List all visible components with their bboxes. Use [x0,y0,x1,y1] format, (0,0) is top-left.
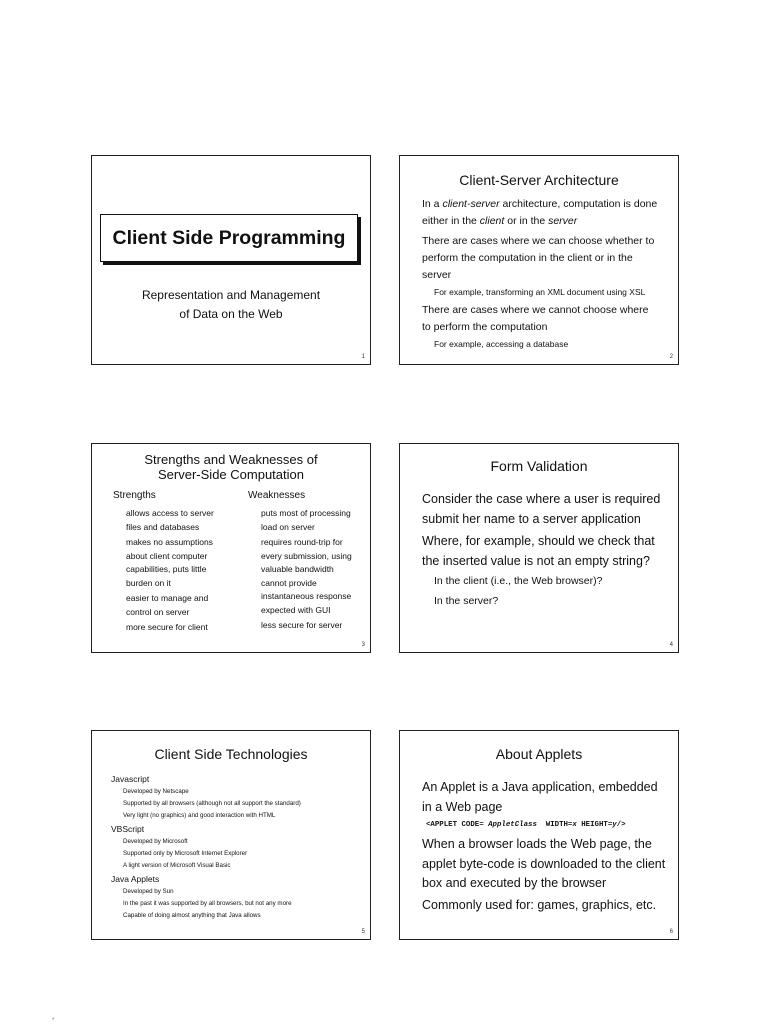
slide-2-title: Client-Server Architecture [459,172,619,188]
slide-2 [399,155,679,365]
weakness-line: load on server [261,521,315,532]
strengths-header: Strengths [113,490,156,501]
paragraph-3: Commonly used for: games, graphics, etc. [422,897,657,912]
corner-mark: * [52,1018,55,1024]
slide-2-body [422,196,678,352]
paragraph-2-line-1: There are cases where we can choose whether to [422,235,655,247]
page-number: 2 [669,354,673,360]
page-number: 1 [361,354,365,360]
weakness-line: every submission, using [261,550,352,561]
paragraph-2-line-1: Where, for example, should we check that [422,534,655,548]
tech-java-applets: Java Applets [111,874,160,884]
subtitle-line-2: of Data on the Web [179,307,283,321]
strength-line: more secure for client [126,622,208,632]
applet-code-snippet: <APPLET CODE= AppletClass WIDTH=x HEIGHT=y/> [426,821,626,829]
tech-javascript: Javascript [111,774,150,784]
strength-line: about client computer [126,550,208,561]
paragraph-2-line-3: server [422,269,452,281]
paragraph-1-line-2: in a Web page [422,799,503,814]
weakness-line: puts most of processing [261,508,351,518]
page-number: 3 [361,642,365,648]
paragraph-3-line-1: There are cases where we cannot choose where [422,304,649,316]
page-number: 4 [669,642,673,648]
slide-4-body [422,489,678,611]
weakness-line: valuable bandwidth [261,564,334,574]
tech-detail: In the past it was supported by all browsers, but not any more [123,900,292,907]
weakness-line: less secure for server [261,620,343,630]
tech-detail: A light version of Microsoft Visual Basic [123,862,231,869]
slide-1 [91,155,371,365]
strength-line: allows access to server [126,508,214,518]
slide-5-body [111,772,369,922]
page-number: 6 [669,929,673,935]
slide-6 [399,730,679,940]
paragraph-2-line-2: perform the computation in the client or in the [422,252,633,264]
slide-6-title: About Applets [495,746,583,762]
strengths-list [126,507,214,635]
weaknesses-header: Weaknesses [248,490,306,501]
paragraph-2-line-1: When a browser loads the Web page, the [422,837,652,851]
paragraph-1-line-1: Consider the case where a user is required [422,492,661,506]
slide-4-title: Form Validation [490,458,588,474]
slide-3-title [92,452,370,482]
strength-line: control on server [126,606,190,617]
tech-detail: Supported by all browsers (although not all support the standard) [123,800,301,807]
paragraph-2-line-2: applet byte-code is downloaded to the client [422,856,666,871]
strength-line: files and databases [126,521,200,532]
weaknesses-list [261,507,352,633]
sub-item-client: In the client (i.e., the Web browser)? [434,575,603,587]
paragraph-1-line-1: In a client-server architecture, computation is done [422,198,658,210]
paragraph-1-line-2: submit her name to a server application [422,512,641,526]
page-number: 5 [361,929,365,935]
strength-line: capabilities, puts little [126,564,207,574]
weakness-line: expected with GUI [261,604,331,615]
paragraph-1-line-1: An Applet is a Java application, embedded [422,780,658,794]
slide-5-title: Client Side Technologies [154,746,308,762]
tech-detail: Developed by Microsoft [123,838,188,845]
tech-detail: Supported only by Microsoft Internet Explorer [123,850,248,857]
title-line-2: Server-Side Computation [158,467,304,482]
slide-4 [399,443,679,653]
strength-line: easier to manage and [126,593,209,603]
strength-line: burden on it [126,577,171,588]
paragraph-3-line-2: to perform the computation [422,321,548,333]
strength-line: makes no assumptions [126,537,213,547]
slide-5 [91,730,371,940]
slide-1-subtitle [92,286,370,324]
weakness-line: cannot provide [261,577,317,588]
weakness-line: requires round-trip for [261,537,343,547]
slide-1-title: Client Side Programming [100,214,358,262]
title-line-1: Strengths and Weaknesses of [144,452,318,467]
sub-item-server: In the server? [434,595,499,607]
paragraph-2-line-3: box and executed by the browser [422,876,607,890]
tech-detail: Developed by Netscape [123,788,189,795]
weakness-line: instantaneous response [261,591,352,601]
tech-vbscript: VBScript [111,824,145,834]
paragraph-1-line-2: either in the client or in the server [422,215,578,227]
slide-6-body [422,778,678,915]
paragraph-2-sub: For example, transforming an XML document using XSL [434,287,646,297]
paragraph-2-line-2: the inserted value is not an empty string? [422,554,650,568]
tech-detail: Very light (no graphics) and good interaction with HTML [123,812,276,819]
tech-detail: Capable of doing almost anything that Java allows [123,912,261,919]
paragraph-3-sub: For example, accessing a database [434,339,569,349]
subtitle-line-1: Representation and Management [141,288,321,302]
slide-3 [91,443,371,653]
tech-detail: Developed by Sun [123,888,174,895]
